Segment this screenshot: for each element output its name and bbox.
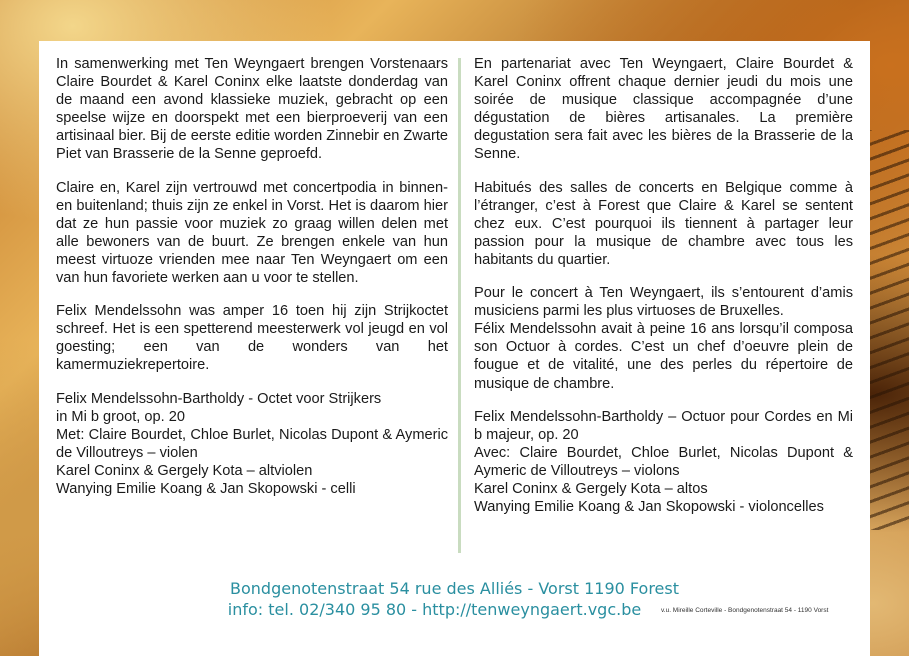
column-divider bbox=[458, 58, 461, 553]
flyer-card bbox=[39, 41, 870, 656]
nl-program-cellos: Wanying Emilie Koang & Jan Skopowski - celli bbox=[56, 480, 356, 497]
dutch-column bbox=[56, 55, 448, 513]
french-column bbox=[474, 55, 853, 531]
fr-concert-mendelssohn: Félix Mendelssohn avait à peine 16 ans lorsqu’il composa son Octuor à cordes. C’est un chef d’oeuvre plein de fougue et de vitalité, une des perles du répertoire de musique de chambre. bbox=[474, 321, 853, 392]
fr-program-violins: Avec: Claire Bourdet, Chloe Burlet, Nicolas Dupont & Aymeric de Villoutreys – violons bbox=[474, 444, 853, 479]
fr-program bbox=[474, 408, 853, 517]
publisher-note: v.u. Mireille Corteville - Bondgenotenstraat 54 - 1190 Vorst bbox=[661, 607, 829, 614]
nl-paragraph-intro: In samenwerking met Ten Weyngaert brengen Vorstenaars Claire Bourdet & Karel Coninx elke laatste donderdag van de maand een avond klassieke muziek, gebracht op een speelse wijze en doorspekt met een bierproeverij van een artisinaal bier. Bij de eerste editie worden Zinnebir en Zwarte Piet van Brasserie de la Senne geproefd. bbox=[56, 56, 448, 163]
fr-program-violas: Karel Coninx & Gergely Kota – altos bbox=[474, 480, 708, 497]
fr-program-title: Felix Mendelssohn-Bartholdy – Octuor pour Cordes en Mi b majeur, op. 20 bbox=[474, 408, 853, 443]
nl-program-violins: Met: Claire Bourdet, Chloe Burlet, Nicolas Dupont & Aymeric de Villoutreys – violen bbox=[56, 426, 448, 461]
nl-program-key: in Mi b groot, op. 20 bbox=[56, 408, 185, 425]
fr-concert-friends: Pour le concert à Ten Weyngaert, ils s’entourent d’amis musiciens parmi les plus virtuoses de Bruxelles. bbox=[474, 285, 853, 320]
music-score-background bbox=[864, 130, 909, 530]
fr-paragraph-intro: En partenariat avec Ten Weyngaert, Claire Bourdet & Karel Coninx offrent chaque dernier jeudi du mois une soirée de musique classique accompagnée d’une dégustation de bières artisanales. La première degustation sera fait avec les bières de la Brasserie de la Senne. bbox=[474, 56, 853, 163]
fr-program-cellos: Wanying Emilie Koang & Jan Skopowski - violoncelles bbox=[474, 499, 824, 516]
nl-program bbox=[56, 390, 448, 499]
nl-paragraph-artists: Claire en, Karel zijn vertrouwd met concertpodia in binnen- en buitenland; thuis zijn ze enkel in Vorst. Het is daarom hier dat ze hun passie voor muziek zo graag willen delen met alle bewoners van de buurt. Ze brengen enkele van hun meest virtuoze vrienden mee naar Ten Weyngaert om een van hun favoriete werken aan u voor te stellen. bbox=[56, 179, 448, 287]
footer-address: Bondgenotenstraat 54 rue des Alliés - Vorst 1190 Forest bbox=[230, 579, 679, 598]
nl-paragraph-mendelssohn: Felix Mendelssohn was amper 16 toen hij zijn Strijkoctet schreef. Het is een spetterend meesterwerk vol jeugd en vol goesting; een van de wonders van het kamermuziekrepertoire. bbox=[56, 303, 448, 374]
fr-paragraph-artists: Habitués des salles de concerts en Belgique comme à l’étranger, c’est à Forest que Claire & Karel se sentent chez eux. C’est pourquoi ils tiennent à partager leur passion pour la musique de chambre avec tous les habitants du quartier. bbox=[474, 179, 853, 268]
nl-program-title: Felix Mendelssohn-Bartholdy - Octet voor Strijkers bbox=[56, 390, 382, 407]
nl-program-violas: Karel Coninx & Gergely Kota – altviolen bbox=[56, 462, 313, 479]
footer-info: info: tel. 02/340 95 80 - http://tenweyngaert.vgc.be bbox=[227, 600, 642, 619]
fr-paragraph-concert bbox=[474, 284, 853, 393]
